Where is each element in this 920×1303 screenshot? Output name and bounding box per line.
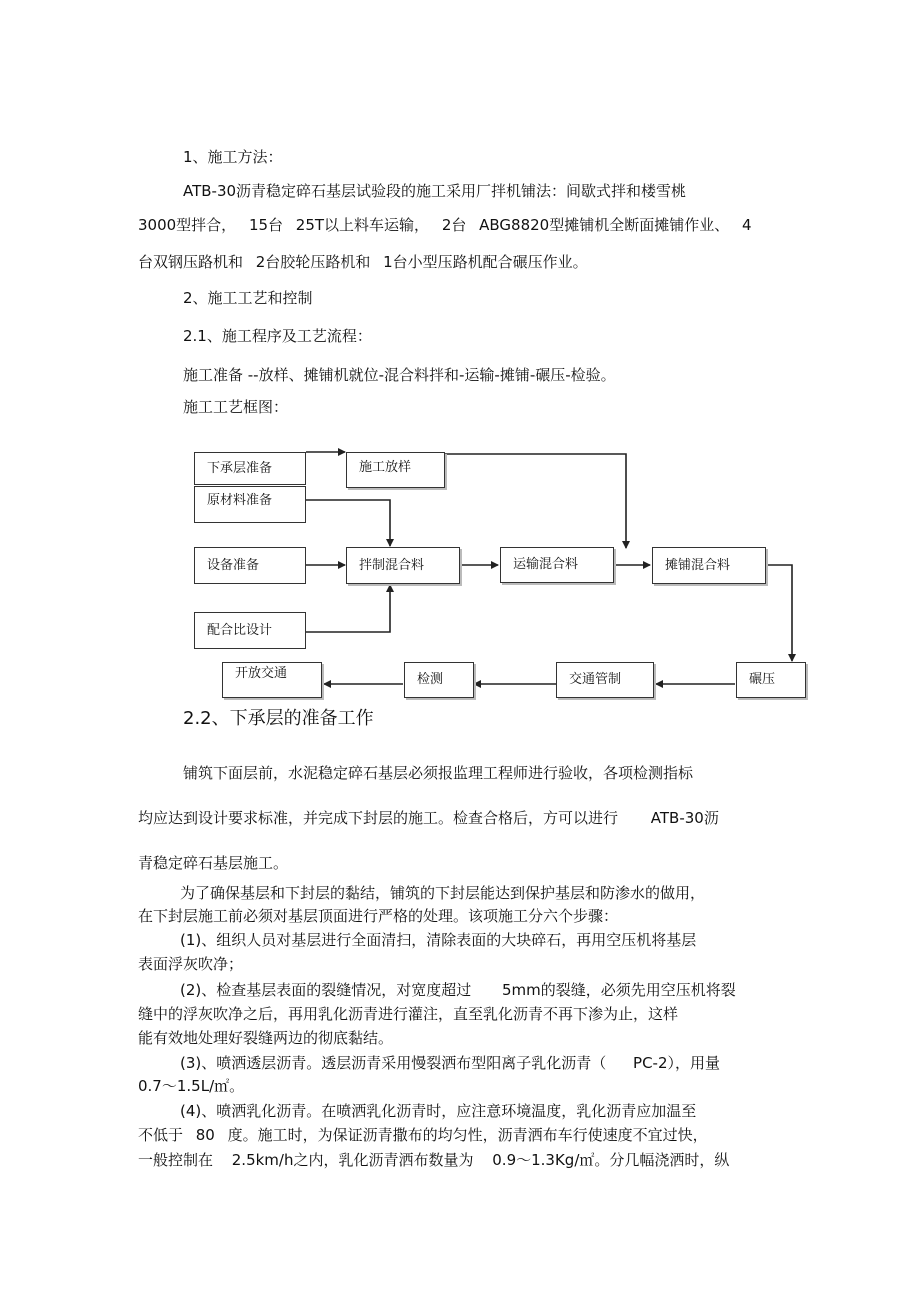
step-4-line: (4)、喷洒乳化沥青。在喷洒乳化沥青时，应注意环境温度，乳化沥青应加温至 [180,1102,697,1120]
step-2-line: 缝中的浮灰吹净之后，再用乳化沥青进行灌注，直至乳化沥青不再下渗为止，这样 [138,1005,679,1023]
step-3-line: 0.7～1.5L/㎡。 [138,1077,245,1095]
node-mix-design: 配合比设计 [194,612,306,649]
arrow-materials-to-mixing [306,500,390,546]
arrow-mixdesign-to-mixing [306,585,390,632]
node-paving: 摊铺混合料 [652,547,766,584]
step-4-line: 一般控制在 2.5km/h之内，乳化沥青洒布数量为 0.9～1.3Kg/㎡。分几幅浇洒时，纵 [138,1151,730,1169]
arrow-paving-to-compaction [766,565,792,661]
heading-construction-method: 1、施工方法： [183,148,283,166]
paragraph-line: 青稳定碎石基层施工。 [138,854,289,872]
heading-base-preparation: 2.2、下承层的准备工作 [183,708,374,729]
node-prep-base: 下承层准备 [194,452,306,485]
node-materials: 原材料准备 [194,486,306,523]
arrow-layout-to-paving [445,454,626,548]
node-traffic-control: 交通管制 [556,662,654,698]
heading-procedure-flow: 2.1、施工程序及工艺流程： [183,327,372,345]
node-inspection: 检测 [404,662,474,698]
node-equipment: 设备准备 [194,547,306,584]
step-4-line: 不低于 80 度。施工时，为保证沥青撒布的均匀性，沥青洒布车行使速度不宜过快， [138,1126,708,1144]
paragraph-line: 台双钢压路机和 2台胶轮压路机和 1台小型压路机配合碾压作业。 [138,253,588,271]
step-1-line: (1)、组织人员对基层进行全面清扫，清除表面的大块碎石，再用空压机将基层 [180,931,697,949]
node-layout: 施工放样 [346,452,445,488]
step-2-line: 能有效地处理好裂缝两边的彻底黏结。 [138,1029,394,1047]
step-3-line: (3)、喷洒透层沥青。透层沥青采用慢裂洒布型阳离子乳化沥青（ PC-2），用量 [180,1054,720,1072]
node-mixing: 拌制混合料 [346,547,460,584]
paragraph-line: 3000型拌合， 15台 25T以上料车运输， 2台 ABG8820型摊铺机全断面摊铺作业、 4 [138,216,752,234]
node-open-traffic: 开放交通 [222,662,322,698]
step-2-line: (2)、检查基层表面的裂缝情况，对宽度超过 5mm的裂缝，必须先用空压机将裂 [180,981,736,999]
paragraph-line: ATB-30沥青稳定碎石基层试验段的施工采用厂拌机铺法：间歇式拌和楼雪桃 [183,182,687,200]
node-transport: 运输混合料 [500,547,614,583]
paragraph-line: 均应达到设计要求标准，并完成下封层的施工。检查合格后，方可以进行 ATB-30沥 [138,809,719,827]
paragraph-line: 铺筑下面层前，水泥稳定碎石基层必须报监理工程师进行验收，各项检测指标 [183,764,694,782]
node-compaction: 碾压 [736,662,806,698]
paragraph-line: 为了确保基层和下封层的黏结，铺筑的下封层能达到保护基层和防渗水的做用， [180,884,706,902]
heading-process-control: 2、施工工艺和控制 [183,289,313,307]
paragraph-line: 在下封层施工前必须对基层顶面进行严格的处理。该项施工分六个步骤： [138,907,619,925]
process-flow-text: 施工准备 --放样、摊铺机就位-混合料拌和-运输-摊铺-碾压-检验。 [183,366,616,384]
diagram-caption: 施工工艺框图： [183,398,289,416]
step-1-line: 表面浮灰吹净； [138,955,244,973]
